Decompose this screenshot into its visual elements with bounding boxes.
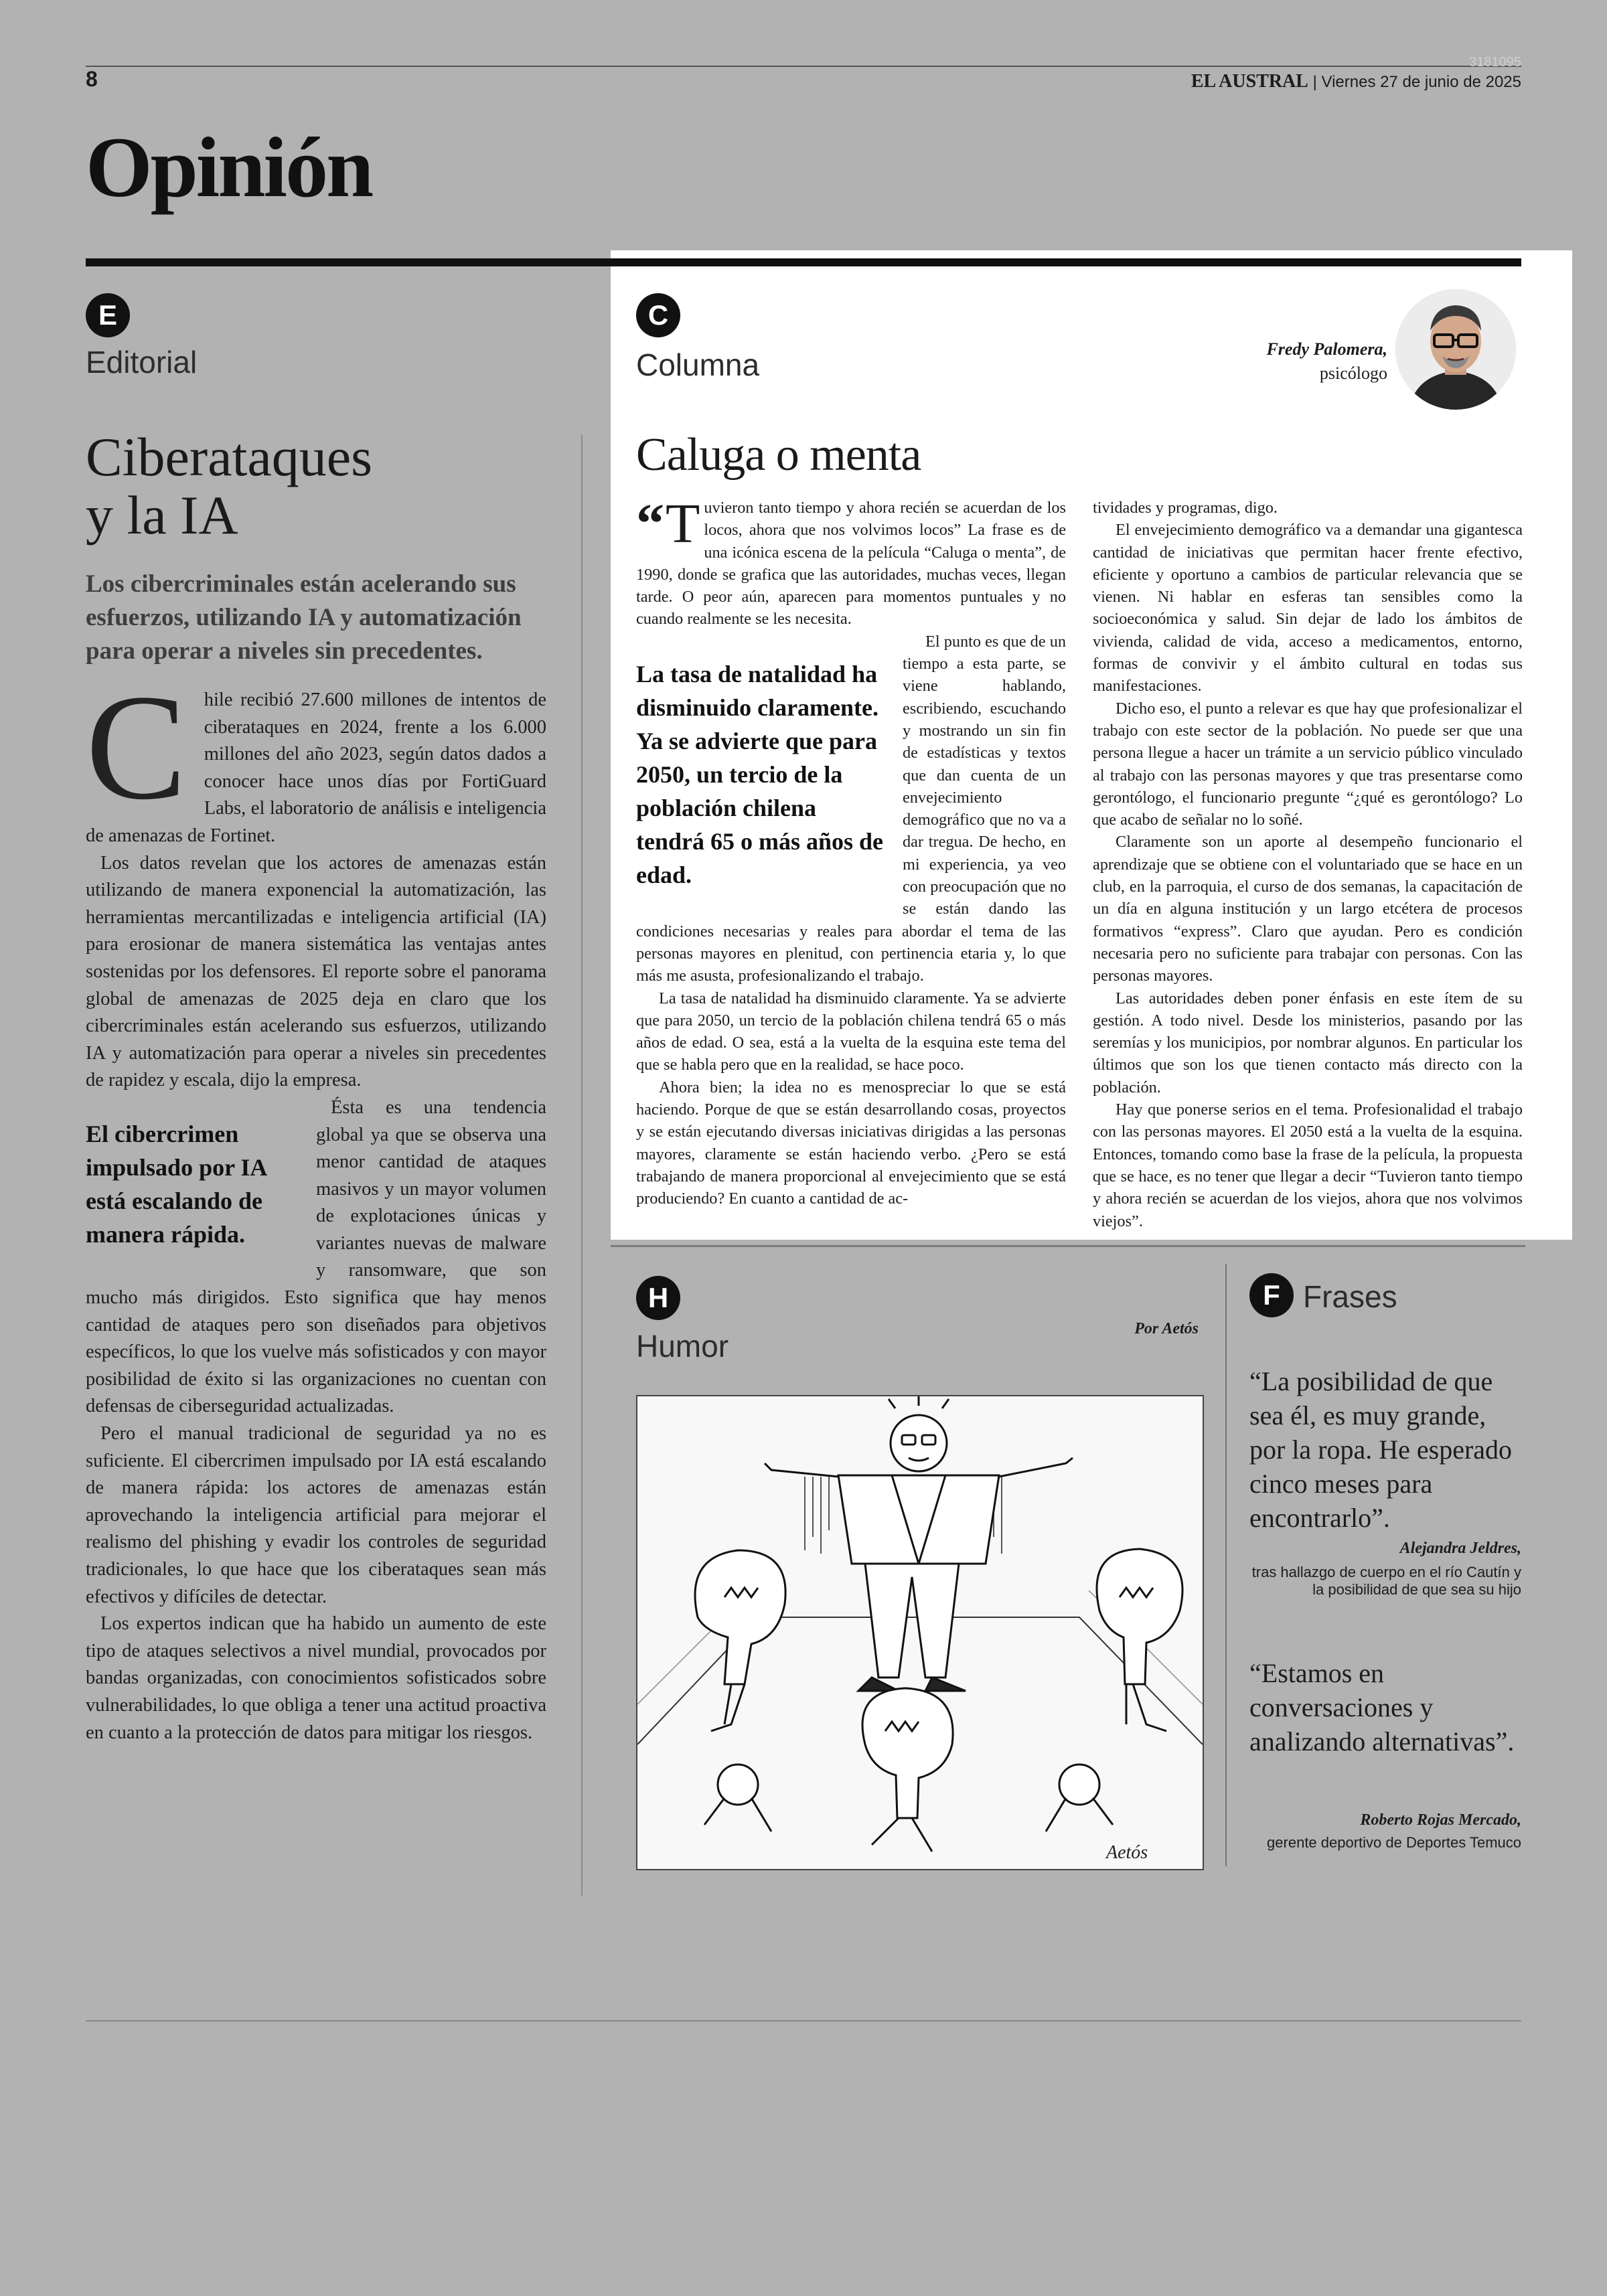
frases-badge-icon: F (1249, 1273, 1294, 1317)
humor-kicker: Humor (636, 1329, 729, 1364)
column-badge-icon: C (636, 293, 680, 337)
editorial-paragraph-text: Ésta es una tendencia global ya que se observa una menor cantidad de ataques masivos y un mayor volumen de explotaciones únicas y variantes nuevas de malware y ransomware, que son mucho más dirigidos. Esto significa que hay menos cantidad de ataques pero son diseñados para objetivos específicos, lo que los vuelve más sofisticados y con mayor posibilidad de éxito si las organizaciones no cuentan con defensas de ciberseguridad actualizadas. (86, 1096, 546, 1417)
bottom-rule (86, 2020, 1521, 2022)
column-paragraph-text: El punto es que de un tiempo a esta parte, se viene hablando, escribiendo, escuchando y mostrando un sin fin de estadísticas y textos que dan cuenta de un envejecimiento demográfico que no va a dar tregua. De hecho, en mi experiencia, ya veo con preocupación que no se están dando las condiciones necesarias y reales para abordar el tema de las personas mayores en plenitud, con pertinencia etaria y, lo que más me asusta, profesionalizando el trabajo. (636, 632, 1066, 985)
column-paragraph: Hay que ponerse serios en el tema. Profesionalidad el trabajo con las personas mayores. El 2050 está a la vuelta de la esquina. Entonces, tomando como base la frase de la película, la propuesta que se hace, es no tener que llegar a decir “Tuvieron tanto tiempo y ahora recién se acuerdan de los viejos, ahora que nos volvimos viejos”. (1093, 1100, 1523, 1230)
quote-1: “La posibilidad de que sea él, es muy grande, por la ropa. He esperado cinco meses para encontrarlo”. (1249, 1366, 1513, 1533)
author-photo-icon (1395, 289, 1516, 410)
column-divider (581, 435, 583, 1896)
column-top-rule (611, 258, 1521, 266)
masthead (1191, 71, 1521, 92)
publication-name: EL AUSTRAL (1191, 71, 1308, 92)
editorial-paragraph (86, 663, 546, 850)
author-name: Fredy Palomera, (1266, 339, 1387, 359)
editorial-kicker: Editorial (86, 345, 198, 380)
editorial-paragraph: Los expertos indican que ha habido un aumento de este tipo de ataques selectivos a nivel mundial, provocados por bandas organizadas, con conocimientos sofisticados sobre vulnerabilidades, lo que obliga a tener una actitud proactiva en cuanto a la protección de datos para mitigar los riesgos. (86, 1613, 546, 1743)
author-avatar (1395, 289, 1516, 410)
humor-author: Por Aetós (1134, 1320, 1199, 1337)
column-paragraph: La tasa de natalidad ha disminuido claramente. Ya se advierte que para 2050, un tercio de la población chilena tendrá 65 o más años de edad. O sea, está a la vuelta de la esquina este tema del que se habla pero que en la realidad, se hace poco. (636, 989, 1066, 1074)
author-role: psicólogo (1319, 363, 1387, 383)
quote-1-author: Alejandra Jeldres, (1399, 1540, 1521, 1557)
frases-kicker: Frases (1303, 1279, 1397, 1314)
cartoon-signature: Aetós (1106, 1842, 1148, 1863)
column-text-right (1093, 497, 1523, 1232)
humor-cartoon (636, 1395, 1204, 1870)
editorial-deck: Los cibercriminales están acelerando sus esfuerzos, utilizando IA y automatización para operar a niveles sin precedentes. (86, 570, 522, 665)
quote-2-author: Roberto Rojas Mercado, (1360, 1811, 1521, 1829)
editorial-headline-line1: Ciberataques (86, 426, 373, 487)
column-pull-quote: La tasa de natalidad ha disminuido claramente. Ya se advierte que para 2050, un tercio de la población chilena tendrá 65 o más años de edad. (636, 660, 884, 888)
column-headline: Caluga o menta (636, 429, 921, 481)
column-paragraph-text: uvieron tanto tiempo y ahora recién se acuerdan de los locos, ahora que nos volvimos locos” La frase es de una icónica escena de la película “Caluga o menta”, de 1990, donde se grafica que las autoridades, muchas veces, llegan tarde. O peor aún, aparecen para momentos puntuales y no cuando realmente se les necesita. (636, 499, 1066, 629)
editorial-paragraph: Los datos revelan que los actores de amenazas están utilizando de manera exponencial la automatización, las herramientas mercantilizadas e inteligencia artificial (IA) para erosionar de manera sistemática las ventajas antes sostenidas por los defensores. El reporte sobre el panorama global de amenazas de 2025 deja en claro que los cibercriminales están acelerando sus esfuerzos, utilizando IA y automatización para operar a niveles sin precedentes de rapidez y escala, dijo la empresa. (86, 852, 546, 1091)
column-paragraph: Las autoridades deben poner énfasis en este ítem de su gestión. A todo nivel. Desde los ministerios, pasando por las seremías y los municipios, por nombrar algunos. En particular los últimos que son los que tienen contacto más directo con la población. (1093, 989, 1523, 1096)
editorial-headline-line2: y la IA (86, 484, 238, 546)
column-paragraph: tividades y programas, digo. (1093, 499, 1278, 517)
editorial-badge-icon: E (86, 293, 130, 337)
editorial-drop-cap: C (86, 663, 187, 831)
column-initial-letter: T (666, 493, 700, 555)
column-paragraph: Ahora bien; la idea no es menospreciar lo que se está haciendo. Porque de que se están desarrollando cosas, proyectos y se están ejecutando diversas iniciativas dirigidas a las personas mayores, claramente se están haciendo verbo. ¿Pero se está trabajando de manera proporcional al envejecimiento que se está produciendo? En cuanto a cantidad de ac- (636, 1078, 1066, 1208)
editorial-headline (86, 428, 554, 545)
column-paragraph (636, 493, 1066, 631)
quote-2-author-role: gerente deportivo de Deportes Temuco (1267, 1834, 1521, 1851)
column-paragraph: El envejecimiento demográfico va a demandar una gigantesca cantidad de iniciativas que permitan hacer frente efectivo, eficiente y oportuno a cambios de particular relevancia que se vienen. Ni hablar en esferas tan sensibles como la socioeconómica y salud. Sin dejar de lado los ámbitos de vivienda, calidad de vida, acceso a medicamentos, entorno, formas de convivir y el ámbito cultural en todas sus manifestaciones. (1093, 521, 1523, 695)
editorial-body (86, 663, 546, 1746)
column-kicker: Columna (636, 347, 760, 382)
top-rule (86, 66, 1521, 67)
publication-date: | Viernes 27 de junio de 2025 (1312, 73, 1521, 91)
page-number: 8 (86, 67, 98, 91)
column-paragraph: Dicho eso, el punto a relevar es que hay que profesionalizar el trabajo con este sector de la población. No puede ser que una persona llegue a hacer un trámite a un servicio público vinculado al trabajo con las personas mayores y que tras presentarse como gerontólogo, el funcionario pregunte “¿qué es gerontólogo? Lo que acabo de señalar no lo soñé. (1093, 699, 1523, 829)
quote-1-author-role: tras hallazgo de cuerpo en el río Cautín y la posibilidad de que sea su hijo (1251, 1564, 1521, 1598)
editorial-paragraph (86, 1094, 546, 1420)
column-paragraph (636, 631, 1066, 987)
section-title: Opinión (86, 120, 372, 215)
lower-section-rule (611, 1245, 1525, 1247)
cartoon-illustration-icon (637, 1396, 1203, 1869)
editorial-paragraph-text: hile recibió 27.600 millones de intentos de ciberataques en 2024, frente a los 6.000 millones del año 2023, según datos dados a conocer hace unos días por FortiGuard Labs, el laboratorio de análisis e inteligencia de amenazas de Fortinet. (86, 689, 546, 846)
clip-id: 3181095 (1469, 55, 1521, 70)
editorial-pull-quote: El cibercrimen impulsado por IA está escalando de manera rápida. (86, 1120, 266, 1248)
frases-divider (1225, 1264, 1227, 1866)
column-paragraph: Claramente son un aporte al desempeño funcionario el aprendizaje que se obtiene con el voluntariado que se hace en un club, en la parroquia, el curso de dos semanas, la capacitación de un día en alguna institución y un largo etcétera de procesos formativos “express”. Claro que ayudan. Pero es condición necesaria pero no suficiente para trabajar con personas. Con las personas mayores. (1093, 833, 1523, 985)
humor-badge-icon: H (636, 1276, 680, 1320)
quote-2: “Estamos en conversaciones y analizando alternativas”. (1249, 1658, 1515, 1756)
open-quote-mark: “ (636, 493, 664, 555)
editorial-paragraph: Pero el manual tradicional de seguridad ya no es suficiente. El cibercrimen impulsado por IA está escalando de manera rápida: los actores de amenazas están aprovechando la inteligencia artificial para mejorar el realismo del phishing y evadir los controles de seguridad tradicionales, lo que hace que los ciberataques sean más efectivos y difíciles de detectar. (86, 1423, 546, 1607)
column-text-left (636, 493, 1066, 1210)
